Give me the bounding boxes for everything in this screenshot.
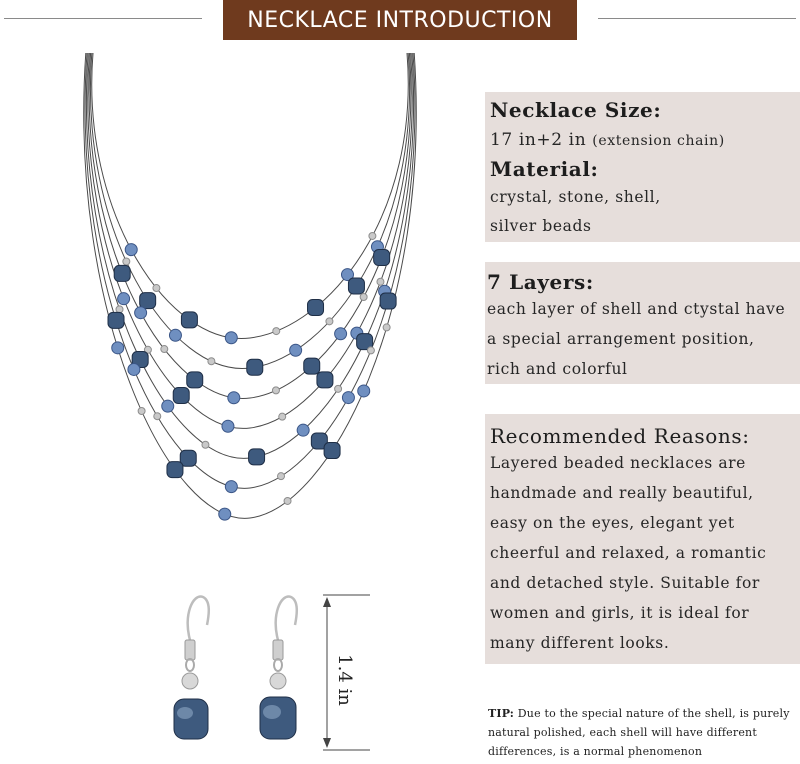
bead — [116, 306, 123, 313]
necklace-image — [60, 48, 450, 558]
bead — [324, 443, 340, 459]
bead — [377, 278, 384, 285]
layers-line-1: each layer of shell and ctystal have — [487, 300, 786, 318]
bead — [208, 358, 215, 365]
material-line-2: silver beads — [490, 217, 592, 235]
size-main: 17 in+2 in — [490, 130, 587, 150]
reasons-line: handmade and really beautiful, — [490, 484, 754, 502]
bead — [273, 328, 280, 335]
bead — [225, 332, 237, 344]
bead — [112, 342, 124, 354]
layers-line-3: rich and colorful — [487, 360, 628, 378]
header-rule-right — [598, 18, 796, 19]
bead — [360, 294, 367, 301]
bead — [369, 232, 376, 239]
bead — [228, 392, 240, 404]
bead — [348, 278, 364, 294]
earring-right — [260, 597, 297, 739]
bead — [153, 285, 160, 292]
bead — [304, 358, 320, 374]
earring-dimension-label: 1.4 in — [334, 654, 356, 706]
reasons-line: many different looks. — [490, 634, 670, 652]
bead — [169, 329, 181, 341]
material-line-1: crystal, stone, shell, — [490, 188, 661, 206]
material-heading: Material: — [490, 157, 599, 181]
size-note: (extension chain) — [592, 133, 725, 149]
bead — [187, 372, 203, 388]
bead — [225, 481, 237, 493]
bead — [290, 344, 302, 356]
reasons-heading: Recommended Reasons: — [490, 424, 750, 448]
bead — [308, 299, 324, 315]
bead — [162, 400, 174, 412]
bead — [335, 385, 342, 392]
bead — [317, 372, 333, 388]
layers-line-2: a special arrangement position, — [487, 330, 755, 348]
bead — [272, 387, 279, 394]
size-material-panel — [485, 92, 800, 242]
bead — [161, 346, 168, 353]
bead — [374, 250, 390, 266]
bead — [335, 328, 347, 340]
bead — [181, 312, 197, 328]
bead — [123, 258, 130, 265]
bead — [135, 307, 147, 319]
bead — [140, 293, 156, 309]
layers-heading: 7 Layers: — [487, 270, 594, 294]
layers-panel — [485, 262, 800, 384]
reasons-line: Layered beaded necklaces are — [490, 454, 746, 472]
bead — [202, 441, 209, 448]
reasons-line: and detached style. Suitable for — [490, 574, 760, 592]
bead — [342, 392, 354, 404]
bead — [118, 293, 130, 305]
header-rule-left — [4, 18, 202, 19]
bead — [128, 363, 140, 375]
bead — [284, 497, 291, 504]
reasons-line: cheerful and relaxed, a romantic — [490, 544, 767, 562]
tip-note — [488, 704, 793, 761]
bead — [358, 385, 370, 397]
bead — [380, 293, 396, 309]
bead — [114, 265, 130, 281]
bead — [297, 424, 309, 436]
bead — [222, 420, 234, 432]
reasons-line: women and girls, it is ideal for — [490, 604, 750, 622]
bead — [173, 387, 189, 403]
header-banner: NECKLACE INTRODUCTION — [223, 0, 577, 40]
bead — [278, 473, 285, 480]
bead — [125, 244, 137, 256]
bead — [108, 312, 124, 328]
bead — [167, 462, 183, 478]
bead — [247, 359, 263, 375]
bead — [383, 324, 390, 331]
tip-text: Due to the special nature of the shell, is purely natural polished, each shell will have different differences, is a normal phenomenon — [488, 707, 790, 758]
bead — [326, 318, 333, 325]
earring-left — [174, 597, 209, 739]
bead — [138, 407, 145, 414]
reasons-line: easy on the eyes, elegant yet — [490, 514, 735, 532]
size-heading: Necklace Size: — [490, 98, 662, 122]
bead — [367, 347, 374, 354]
size-value — [490, 130, 725, 150]
tip-label: TIP: — [488, 707, 515, 720]
bead — [279, 413, 286, 420]
bead — [249, 449, 265, 465]
bead — [219, 508, 231, 520]
reasons-panel — [485, 414, 800, 664]
bead — [154, 413, 161, 420]
